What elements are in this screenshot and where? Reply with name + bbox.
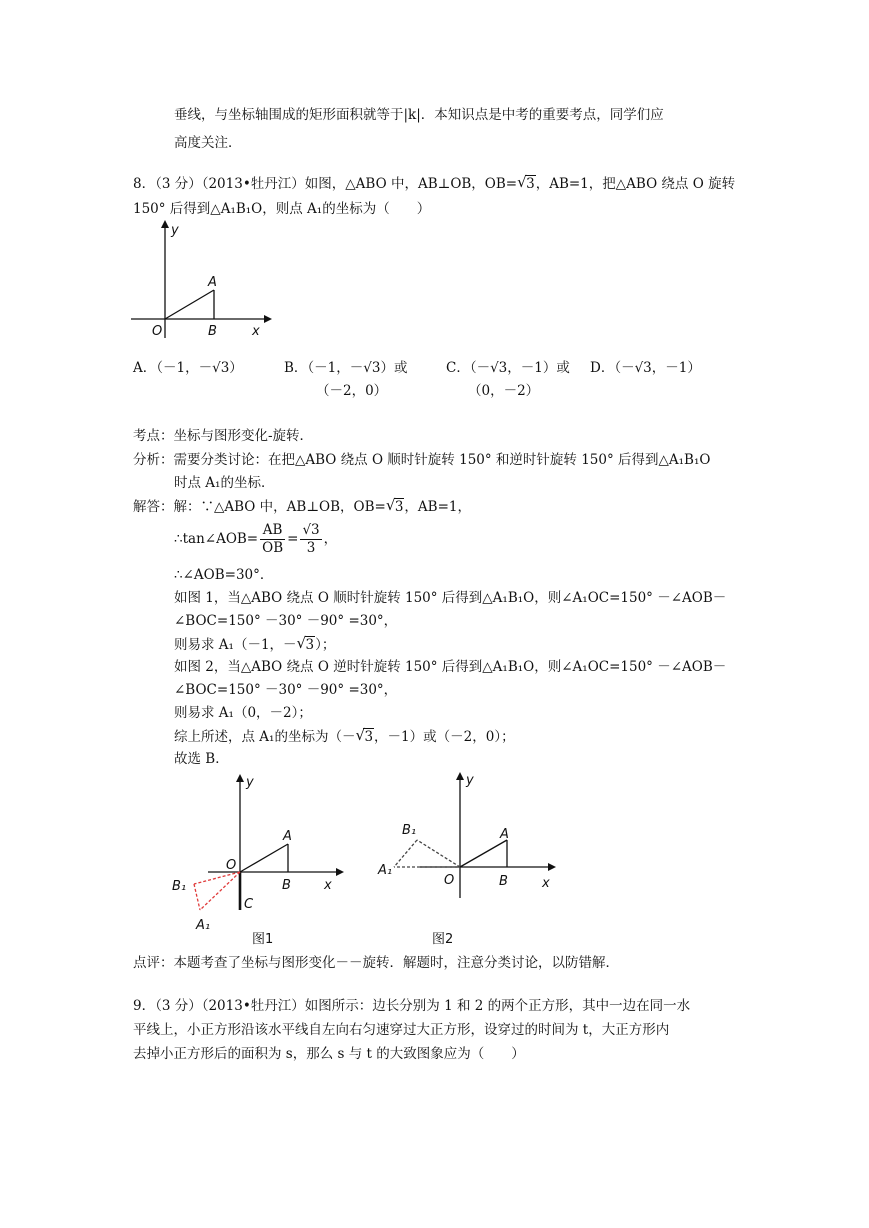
label-b: B <box>282 878 291 893</box>
segment-oa <box>460 840 507 867</box>
label-y: y <box>171 223 179 238</box>
q9-line-3: 去掉小正方形后的面积为 s，那么 s 与 t 的大致图象应为（ ） <box>133 1046 525 1062</box>
sqrt-3: √ 3 <box>385 496 404 515</box>
jieda-text-a: 解答：解：∵△ABO 中，AB⊥OB，OB= <box>133 499 386 515</box>
q8-stem-1b: ，AB=1，把△ABO 绕点 O 旋转 <box>535 176 736 192</box>
fraction-sqrt3-3: $\frac{√3}{3}$ <box>302 522 320 556</box>
tan-eq: = <box>287 531 299 547</box>
option-b-line-1: B．（－1，－√3）或 <box>284 360 408 376</box>
option-c-line-1: C．（－√3，－1）或 <box>446 360 570 376</box>
segment-oa <box>240 844 288 872</box>
sqrt-3: √ 3 <box>517 173 535 192</box>
segment-b1a1 <box>194 884 200 910</box>
dianping: 点评：本题考查了坐标与图形变化－－旋转．解题时，注意分类讨论，以防错解． <box>133 955 619 971</box>
label-b1: B₁ <box>172 879 187 894</box>
sqrt-3: √ 3 <box>355 726 374 745</box>
label-x: x <box>324 878 332 893</box>
label-o: O <box>152 324 163 339</box>
label-x: x <box>252 324 260 339</box>
caption-figure-1: 图1 <box>252 932 274 947</box>
q8-stem-line-2: 150° 后得到△A₁B₁O，则点 A₁的坐标为（ ） <box>133 201 431 217</box>
label-a1: A₁ <box>196 918 211 933</box>
kaodian: 考点：坐标与图形变化-旋转． <box>133 428 314 444</box>
fig2-result: 则易求 A₁（0，－2）； <box>174 705 312 721</box>
label-b: B <box>499 874 508 889</box>
fig1-case-line-2: ∠BOC=150° －30° －90° =30°， <box>174 613 398 629</box>
caption-figure-2: 图2 <box>432 932 454 947</box>
q8-figure <box>128 218 273 343</box>
label-x: x <box>542 876 550 891</box>
sqrt-3: √ 3 <box>296 634 315 653</box>
segment-ob1 <box>194 872 240 884</box>
option-c-line-2: （0，－2） <box>468 383 540 399</box>
summary-b: ，－1）或（－2，0）； <box>374 729 515 745</box>
tan-line <box>174 522 337 557</box>
fig1-result-b: ）； <box>315 637 336 653</box>
intro-line-1: 垂线，与坐标轴围成的矩形面积就等于|k|．本知识点是中考的重要考点，同学们应 <box>174 107 664 123</box>
label-y: y <box>466 773 474 788</box>
fig1-result-a: 则易求 A₁（－1，－ <box>174 637 297 653</box>
label-o: O <box>226 858 237 873</box>
line-aob-30: ∴∠AOB=30°． <box>174 567 274 583</box>
label-a: A <box>500 827 509 842</box>
jieda-text-b: ，AB=1， <box>404 499 471 515</box>
fig1-result <box>174 636 335 653</box>
label-y: y <box>246 775 254 790</box>
label-b: B <box>208 324 217 339</box>
fenxi-line-1: 分析：需要分类讨论：在把△ABO 绕点 O 顺时针旋转 150° 和逆时针旋转 150° 后得到△A₁B₁O <box>133 452 711 468</box>
segment-oa <box>165 290 214 319</box>
q8-stem-1a: 8．（3 分）（2013•牡丹江）如图，△ABO 中，AB⊥OB，OB= <box>133 176 518 192</box>
option-b-line-2: （－2，0） <box>316 383 388 399</box>
answer-line: 故选 B． <box>174 751 229 767</box>
label-a: A <box>283 829 292 844</box>
q9-line-2: 平线上，小正方形沿该水平线自左向右匀速穿过大正方形，设穿过的时间为 t，大正方形内 <box>133 1022 670 1038</box>
tan-suffix: ， <box>323 531 338 547</box>
fig1-case-line-1: 如图 1，当△ABO 绕点 O 顺时针旋转 150° 后得到△A₁B₁O，则∠A₁OC=150° －∠AOB－ <box>174 590 727 606</box>
segment-ob1 <box>417 840 460 867</box>
label-a: A <box>208 275 217 290</box>
tan-prefix: ∴tan∠AOB= <box>174 531 259 547</box>
fenxi-line-2: 时点 A₁的坐标． <box>174 475 275 491</box>
label-b1: B₁ <box>402 823 417 838</box>
q8-stem-line-1 <box>133 175 735 192</box>
option-d: D．（－√3，－1） <box>590 360 701 376</box>
option-a: A．（－1，－√3） <box>133 360 243 376</box>
fig2-case-line-2: ∠BOC=150° －30° －90° =30°， <box>174 682 398 698</box>
segment-b1a1 <box>394 840 417 867</box>
jieda-line-1 <box>133 498 471 515</box>
summary-a: 综上所述，点 A₁的坐标为（－ <box>174 729 356 745</box>
label-o: O <box>444 873 455 888</box>
q9-line-1: 9．（3 分）（2013•牡丹江）如图所示：边长分别为 1 和 2 的两个正方形，其中一边在同一水 <box>133 998 691 1014</box>
figure-2 <box>372 770 558 948</box>
figure-1 <box>168 770 348 948</box>
fraction-ab-ob: $\frac{AB}{OB}$ <box>262 522 284 556</box>
label-a1: A₁ <box>378 863 393 878</box>
fig2-case-line-1: 如图 2，当△ABO 绕点 O 逆时针旋转 150° 后得到△A₁B₁O，则∠A₁OC=150° －∠AOB－ <box>174 659 727 675</box>
summary-line <box>174 728 515 745</box>
intro-line-2: 高度关注． <box>174 135 242 151</box>
label-c: C <box>244 897 254 912</box>
